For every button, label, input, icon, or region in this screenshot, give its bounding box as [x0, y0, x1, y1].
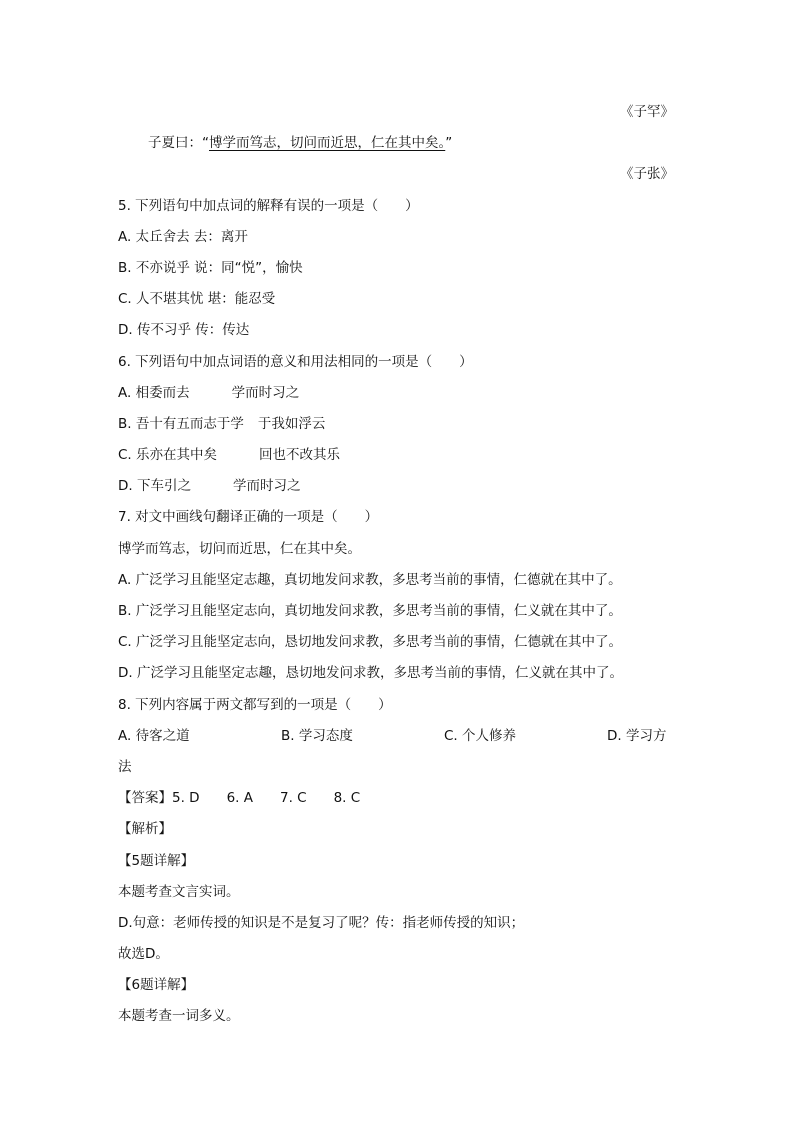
q8-options — [118, 721, 674, 752]
q6-c-left: C. 乐亦在其中矣 — [118, 447, 218, 464]
q6-d-right: 学而时习之 — [232, 478, 301, 495]
q7-sentence: 博学而笃志，切问而近思，仁在其中矣。 — [118, 540, 361, 557]
source-zihan: 《子罕》 — [620, 104, 674, 120]
q6-d-left: D. 下车引之 — [118, 478, 191, 495]
q6-a-right: 学而时习之 — [231, 384, 300, 401]
q7-option-d: D. 广泛学习且能坚定志趣，恳切地发问求教，多思考当前的事情，仁义就在其中了。 — [118, 665, 623, 682]
d5-line: 故选D。 — [118, 946, 169, 963]
q6-b-left: B. 吾十有五而志于学 — [118, 415, 244, 432]
q7-option-a: A. 广泛学习且能坚定志趣，真切地发问求教，多思考当前的事情，仁德就在其中了。 — [118, 571, 622, 588]
q7-option-b: B. 广泛学习且能坚定志向，真切地发问求教，多思考当前的事情，仁义就在其中了。 — [118, 603, 622, 619]
d6-title: 【6题详解】 — [118, 977, 195, 994]
d5-line: D.句意：老师传授的知识是不是复习了呢？传：指老师传授的知识； — [118, 914, 525, 931]
q7-stem: 7. 对文中画线句翻译正确的一项是（ ） — [118, 509, 379, 526]
q5-stem: 5. 下列语句中加点词的解释有误的一项是（ ） — [118, 197, 419, 214]
analysis-heading: 【解析】 — [118, 821, 172, 838]
q6-b-right: 于我如浮云 — [257, 415, 326, 432]
q8-option-b: B. 学习态度 — [281, 727, 353, 744]
q6-stem: 6. 下列语句中加点词语的意义和用法相同的一项是（ ） — [118, 353, 473, 370]
q8-option-a: A. 待客之道 — [118, 727, 190, 744]
quote-prefix: 子夏曰：“ — [148, 135, 209, 152]
q5-option-d: D. 传不习乎 传：传达 — [118, 322, 250, 339]
q5-option-c: C. 人不堪其忧 堪：能忍受 — [118, 291, 276, 308]
q8-option-c: C. 个人修养 — [444, 727, 517, 744]
q8-option-d: D. 学习方 — [607, 727, 667, 744]
q5-option-b: B. 不亦说乎 说：同“悦”，愉快 — [118, 259, 303, 276]
q8-stem: 8. 下列内容属于两文都写到的一项是（ ） — [118, 696, 392, 713]
d6-line: 本题考查一词多义。 — [118, 1008, 240, 1025]
d5-title: 【5题详解】 — [118, 852, 195, 869]
q6-option-a — [118, 378, 674, 409]
document-body — [118, 97, 674, 1033]
quote-line — [118, 128, 674, 159]
q6-option-c — [118, 440, 674, 471]
quote-suffix: ” — [445, 135, 453, 152]
d5-line: 本题考查文言实词。 — [118, 883, 240, 900]
answer-line: 【答案】5. D 6. A 7. C 8. C — [118, 790, 361, 807]
q6-a-left: A. 相委而去 — [118, 384, 190, 401]
q6-option-b — [118, 409, 674, 440]
underlined-sentence: 博学而笃志，切问而近思，仁在其中矣。 — [209, 135, 446, 152]
q6-c-right: 回也不改其乐 — [259, 447, 341, 464]
q5-option-a: A. 太丘舍去 去：离开 — [118, 228, 248, 245]
q7-option-c: C. 广泛学习且能坚定志向，恳切地发问求教，多思考当前的事情，仁德就在其中了。 — [118, 634, 623, 651]
q8-option-d-wrap: 法 — [118, 758, 132, 775]
q6-option-d — [118, 471, 674, 502]
source-zizhang: 《子张》 — [620, 166, 674, 183]
